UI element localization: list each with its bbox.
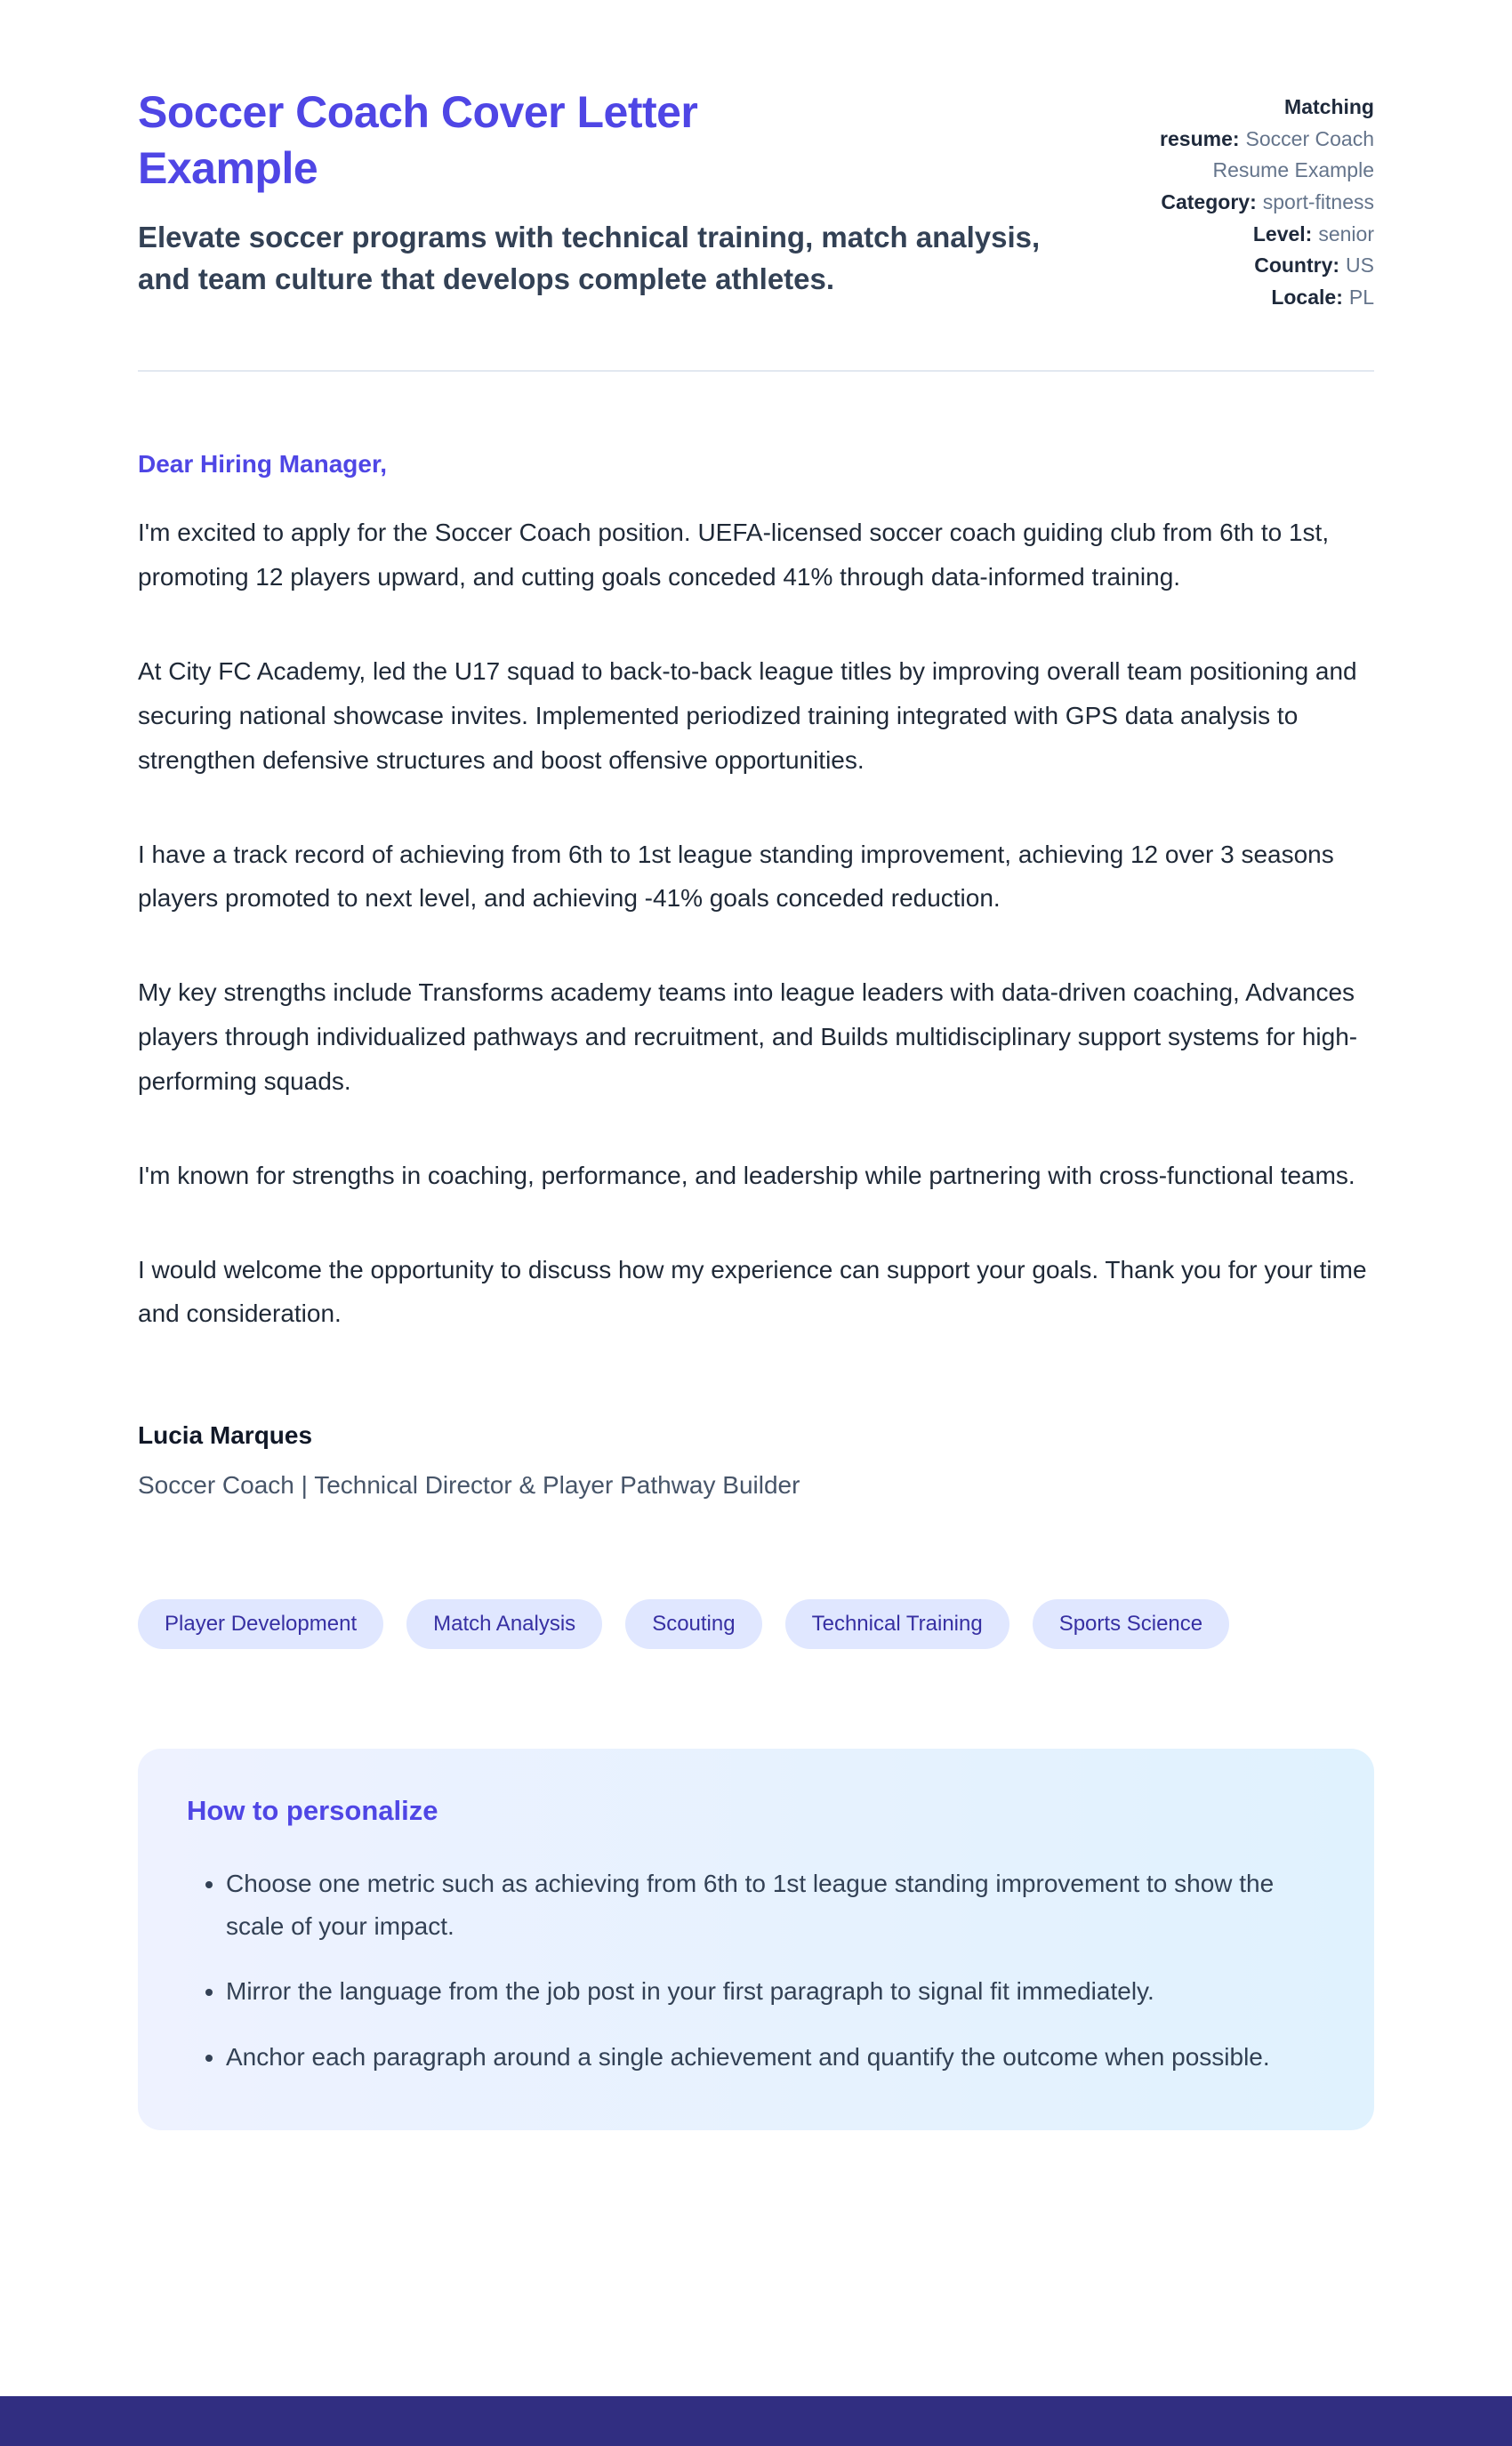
footer-bar — [0, 2396, 1512, 2446]
page-subtitle: Elevate soccer programs with technical training, match analysis, and team culture that develops complete athletes. — [138, 221, 1041, 295]
letter-paragraph-5: I'm known for strengths in coaching, performance, and leadership while partnering with cross-functional teams. — [138, 1161, 1355, 1189]
header-divider — [138, 370, 1374, 372]
meta-item-locale — [1134, 282, 1374, 314]
tag-player-development[interactable]: Player Development — [138, 1599, 383, 1649]
salutation: Dear Hiring Manager, — [138, 450, 388, 479]
letter-paragraph-3: I have a track record of achieving from 6th to 1st league standing improvement, achieving 12 over 3 seasons players promoted to next level, and achieving -41% goals conceded reduction. — [138, 840, 1334, 913]
meta-value: PL — [1348, 285, 1374, 309]
letter-paragraph-2: At City FC Academy, led the U17 squad to back-to-back league titles by improving overall team positioning and securing national showcase invites. Implemented periodized training integrated with GPS data analysis to strengthen defensive structures and boost offensive opportunities. — [138, 657, 1357, 774]
header-left — [138, 84, 1041, 301]
page-title: Soccer Coach Cover Letter Example — [138, 87, 698, 193]
personalize-bullet-1: • Choose one metric such as achieving from 6th to 1st league standing improvement to show the scale of your impact. — [226, 1863, 1325, 1947]
meta-value: senior — [1318, 221, 1374, 245]
letter-paragraph-1: I'm excited to apply for the Soccer Coach position. UEFA-licensed soccer coach guiding club from 6th to 1st, promoting 12 players upward, and cutting goals conceded 41% through data-informed training. — [138, 519, 1330, 591]
meta-label: Category: — [1161, 189, 1257, 213]
meta-item-category — [1134, 187, 1374, 219]
meta-item-matching-resume — [1134, 92, 1374, 187]
meta-label: Matching resume: — [1160, 95, 1374, 150]
letter-paragraph-6: I would welcome the opportunity to discuss how my experience can support your goals. Thank you for your time and consideration. — [138, 1255, 1367, 1328]
meta-value: Soccer Coach Resume Example — [1212, 126, 1374, 182]
meta-value: US — [1346, 253, 1374, 278]
meta-label: Level: — [1252, 221, 1313, 245]
meta-item-country — [1134, 250, 1374, 282]
meta-value: sport-fitness — [1262, 189, 1374, 213]
personalize-list — [187, 1863, 1325, 2078]
page-header — [138, 84, 1374, 313]
personalize-bullet-3: • Anchor each paragraph around a single achievement and quantify the outcome when possible. — [226, 2036, 1325, 2079]
tag-list — [138, 1599, 1374, 1649]
tag-sports-science[interactable]: Sports Science — [1033, 1599, 1229, 1649]
signature-title: Soccer Coach | Technical Director & Player Pathway Builder — [138, 1471, 800, 1500]
personalize-box — [138, 1749, 1374, 2129]
meta-label: Locale: — [1271, 285, 1343, 309]
letter-paragraph-4: My key strengths include Transforms academy teams into league leaders with data-driven coaching, Advances players through individualized pathways and recruitment, and Builds multidisciplinary support systems for high-performing squads. — [138, 978, 1358, 1095]
tag-match-analysis[interactable]: Match Analysis — [406, 1599, 602, 1649]
tag-technical-training[interactable]: Technical Training — [785, 1599, 1009, 1649]
meta-item-level — [1134, 219, 1374, 251]
cover-letter-body — [138, 450, 1374, 1500]
signature-block — [138, 1421, 1374, 1500]
tag-scouting[interactable]: Scouting — [625, 1599, 761, 1649]
personalize-bullet-2: • Mirror the language from the job post in your first paragraph to signal fit immediately. — [226, 1970, 1325, 2013]
signature-name: Lucia Marques — [138, 1421, 313, 1450]
meta-label: Country: — [1254, 253, 1340, 278]
meta-panel — [1134, 84, 1374, 313]
personalize-heading: How to personalize — [187, 1795, 438, 1827]
